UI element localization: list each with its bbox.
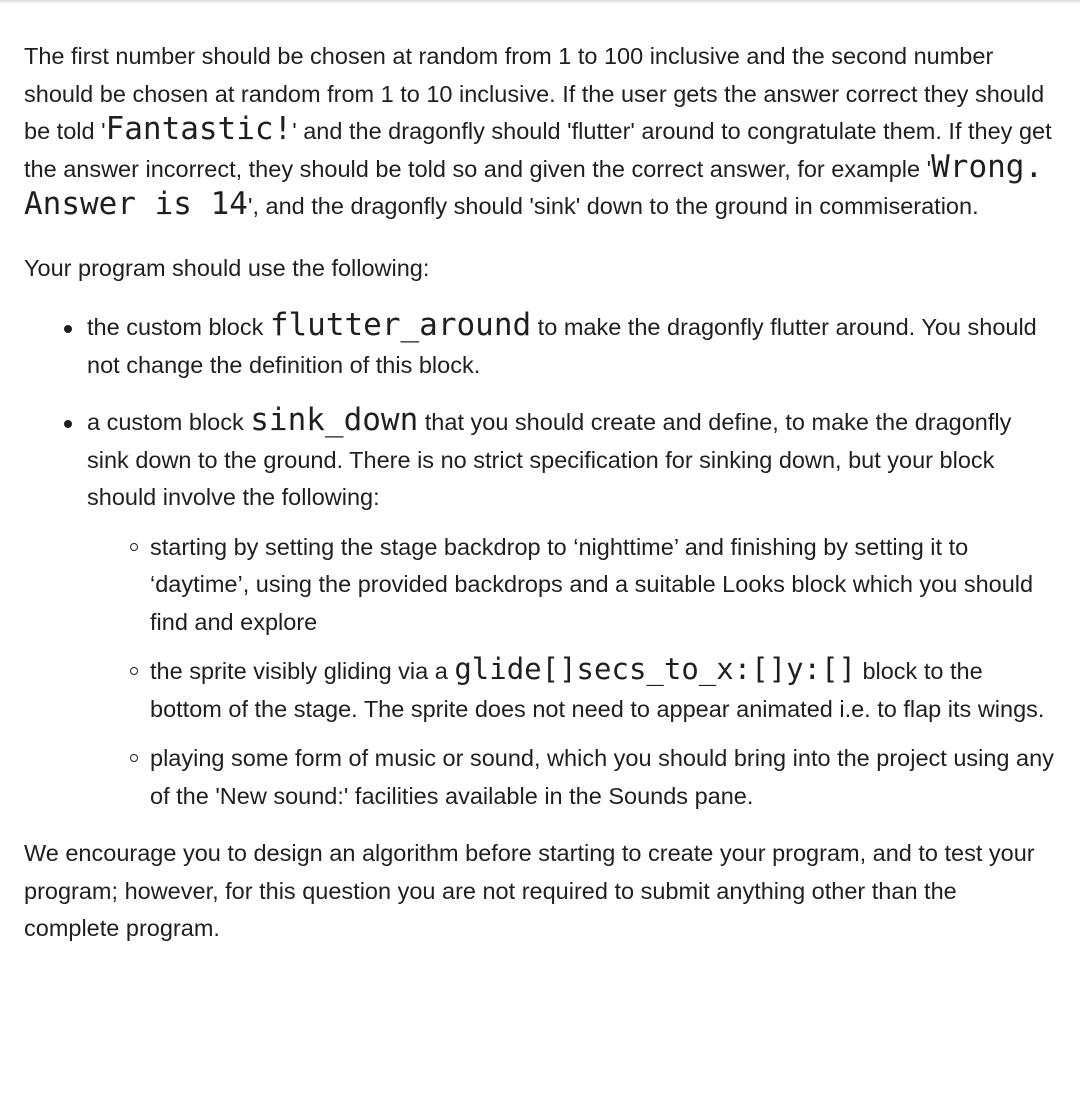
sublist-item-backdrop: starting by setting the stage backdrop to ‘nighttime’ and finishing by setting it to ‘daytime’, using the provided backdrops and a suitable Looks block which you should find and explore	[150, 529, 1054, 642]
instructions-text-1: The first number should be chosen at random from 1 to 100 inclusive and the second number should be chosen at random from 1 to 10 inclusive. If the user gets the answer correct they should be told '	[24, 43, 1045, 144]
sink-down-sublist	[87, 529, 1054, 816]
instructions-text-3: ', and the dragonfly should 'sink' down to the ground in commiseration.	[247, 193, 979, 219]
bullet-text: the custom block	[87, 314, 270, 340]
bullet-text: to make the dragonfly flutter around. You should not change the definition of this block.	[87, 314, 1037, 378]
requirements-intro: Your program should use the following:	[24, 254, 430, 281]
sublist-item-sound: playing some form of music or sound, which you should bring into the project using any of the 'New sound:' facilities available in the Sounds pane.	[150, 740, 1054, 815]
code-wrong-answer: Wrong. Answer is 14	[24, 148, 1044, 222]
code-sink-down: sink_down	[250, 402, 419, 438]
question-text	[24, 38, 1054, 948]
bullet-text: a custom block	[87, 409, 251, 435]
top-divider-shadow	[0, 0, 1080, 4]
instructions-paragraph	[24, 38, 1054, 226]
sub-text: block to the bottom of the stage. The sprite does not need to appear animated i.e. to flap its wings.	[150, 658, 1045, 722]
instructions-text-2: ' and the dragonfly should 'flutter' around to congratulate them. If they get the answer incorrect, they should be told so and given the correct answer, for example '	[24, 118, 1052, 182]
code-glide-block: glide[]secs_to_x:[]y:[]	[454, 652, 856, 686]
list-item-flutter-around	[87, 309, 1054, 384]
code-flutter-around: flutter_around	[269, 307, 532, 343]
requirements-list	[24, 309, 1054, 815]
sublist-item-glide	[150, 653, 1054, 728]
sub-text: the sprite visibly gliding via a	[150, 658, 455, 684]
list-item-sink-down	[87, 404, 1054, 815]
bullet-text: that you should create and define, to make the dragonfly sink down to the ground. There is no strict specification for sinking down, but your block should involve the following:	[87, 409, 1012, 510]
code-fantastic: Fantastic!	[105, 111, 293, 147]
closing-paragraph: We encourage you to design an algorithm before starting to create your program, and to test your program; however, for this question you are not required to submit anything other than the complete program.	[24, 840, 1035, 941]
